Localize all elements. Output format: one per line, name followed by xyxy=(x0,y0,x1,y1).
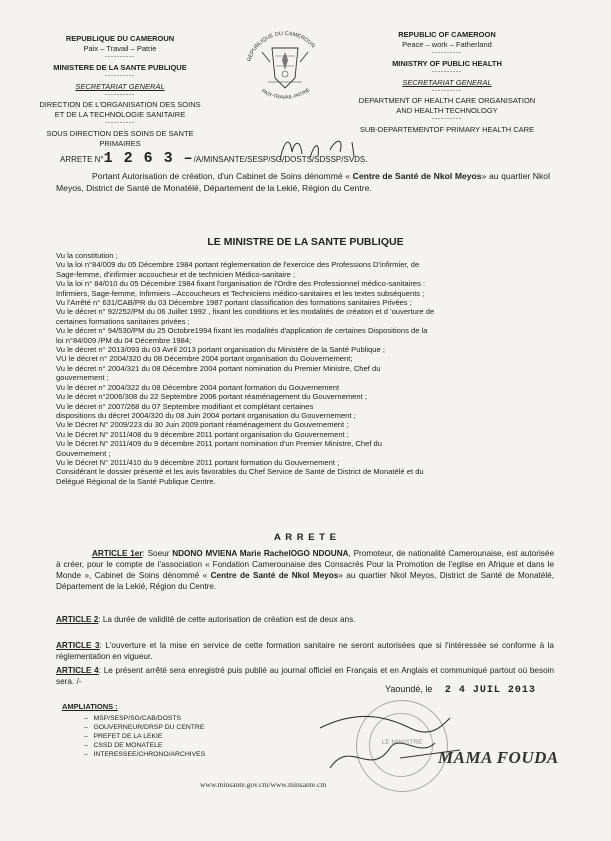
place-date xyxy=(385,684,536,696)
right-sub-department: SUB-DEPARTEMENTOF PRIMARY HEALTH CARE xyxy=(359,125,535,134)
ampliations-title: AMPLIATIONS : xyxy=(62,702,118,711)
header-right: REPUBLIC OF CAMEROON Peace – work – Fatherland ---------- MINISTRY OF PUBLIC HEALTH ---------- SECRETARIAT GENERAL ---------- DEPARTMENT OF HEALTH CARE ORGANISATION AND HEALTH TECHNOLOGY ---------- SUB-DEPARTEMENTOF PRIMARY HEALTH CARE xyxy=(352,30,542,135)
left-sub-direction: SOUS DIRECTION DES SOINS DE SANTE PRIMAIRES xyxy=(46,129,194,148)
left-direction: DIRECTION DE L'ORGANISATION DES SOINS ET DE LA TECHNOLOGIE SANITAIRE xyxy=(39,100,201,119)
article-2-label: ARTICLE 2 xyxy=(56,615,99,624)
consideration-line: Vu le décret n°2006/308 du 22 Septembre 2006 portant réaménagement du Gouvernement ; xyxy=(56,392,367,402)
subject-paragraph xyxy=(56,170,550,194)
article-3-text: : L'ouverture et la mise en service de cette formation sanitaire ne seront autorisées que si l'intéressée se conforme à la réglementation en vigueur. xyxy=(56,641,554,661)
seal-bottom-text: PAIX-TRAVAIL-PATRIE xyxy=(260,87,312,101)
consideration-line: Sage-femme, d'infirmier accoucheur et de technicien Médico-sanitaire ; xyxy=(56,269,296,279)
signature-place: Yaoundé, le xyxy=(385,684,433,694)
left-secretariat: SECRETARIAT GENERAL xyxy=(75,82,165,91)
seal-ring-text: REPUBLIQUE DU CAMEROUN xyxy=(246,30,316,63)
left-ministry: MINISTERE DE LA SANTE PUBLIQUE xyxy=(53,63,187,72)
svg-text:REPUBLIQUE DU CAMEROUN xyxy=(247,31,316,62)
right-ministry: MINISTRY OF PUBLIC HEALTH xyxy=(392,59,502,68)
ampliation-item: – INTERESSEE/CHRONO/ARCHIVES xyxy=(84,751,206,758)
article-3-label: ARTICLE 3 xyxy=(56,641,100,650)
consideration-line: Vu le décret n° 2013/093 du 03 Avril 2013 portant organisation du Ministère de la Santé Publique ; xyxy=(56,345,385,355)
consideration-line: Vu le décret n° 2004/322 du 08 Décembre 2004 portant formation du Gouvernement xyxy=(56,382,340,392)
svg-text:PAIX-TRAVAIL-PATRIE xyxy=(260,87,312,101)
consideration-line: Vu le Décret N° 2011/410 du 9 décembre 2011 portant formation du Gouvernement ; xyxy=(56,457,340,467)
article-2-text: : La durée de validité de cette autorisation de création est de deux ans. xyxy=(98,615,356,624)
article-1-end: » au quartier Nkol Meyos, District de Santé de Monatélé, Département de la Lekié, Région du Centre. xyxy=(56,571,554,591)
consideration-line: Vu le Décret N° 2011/409 du 9 décembre 2011 portant nomination d'un Premier Ministre, Chef du xyxy=(56,439,382,449)
consideration-line: Vu le décret n° 94/530/PM du 25 Octobre1994 fixant les modalités d'application de certaines Dispositions de la xyxy=(56,326,428,336)
consideration-line: Infirmiers, Sage-femme, Infirmiers –Accoucheurs et Techniciens médico-sanitaires et les textes subséquents ; xyxy=(56,288,425,298)
arrete-suffix: /A/MINSANTE/SESP/SG/DOSTS/SDSSP/SVDS. xyxy=(193,155,368,164)
seal-icon xyxy=(232,22,338,108)
article-1-label: ARTICLE 1er xyxy=(92,549,143,558)
stamp-text: LE MINISTRE xyxy=(381,739,423,746)
right-secretariat: SECRETARIAT GENERAL xyxy=(402,78,492,87)
arrete-heading: A R R E T E xyxy=(274,532,337,543)
consideration-line: VU le décret n° 2004/320 du 08 Décembre 2004 portant organisation du Gouvernement; xyxy=(56,354,353,364)
coat-of-arms-seal xyxy=(232,22,338,108)
article-1-name: NDONO MVIENA Marie RachelOGO NDOUNA xyxy=(172,549,349,558)
article-4-text: : Le présent arrêté sera enregistré puis publié au journal officiel en Français et en Anglais et communiqué partout où besoin sera. /- xyxy=(56,666,554,686)
consideration-line: Délégué Régional de la Santé Publique Centre. xyxy=(56,476,216,486)
right-department: DEPARTMENT OF HEALTH CARE ORGANISATION AND HEALTH TECHNOLOGY xyxy=(358,96,536,115)
considerations-list xyxy=(56,251,556,486)
right-motto: Peace – work – Fatherland xyxy=(402,40,492,49)
signature-scribble-icon xyxy=(300,698,480,788)
article-1 xyxy=(56,548,554,592)
consideration-line: Vu le décret n° 2004/321 du 08 Décembre 2004 portant nomination du Premier Ministre, Chef du xyxy=(56,363,381,373)
minister-title: LE MINISTRE DE LA SANTE PUBLIQUE xyxy=(207,236,404,248)
ampliation-item: – GOUVERNEUR/DRSP DU CENTRE xyxy=(84,724,205,731)
ampliation-item: – PREFET DE LA LEKIE xyxy=(84,733,163,740)
article-1-text: , Promoteur, de nationalité Camerounaise, est autorisée à créer, pour le compte de l'association « Fondation Camerounaise des Consacrés Pour la Promotion de l'eglise en Afrique et dans le Monde », Cabinet de Soins dénommé « xyxy=(56,549,555,580)
minister-name: MAMA FOUDA xyxy=(438,748,559,767)
handwritten-initials-icon xyxy=(270,132,370,162)
consideration-line: Vu le Décret N° 2011/408 du 9 décembre 2011 portant organisation du Gouvernement ; xyxy=(56,429,349,439)
consideration-line: Vu la loi n° 84/010 du 05 Décembre 1984 fixant l'organisation de l'Ordre des Professionnel médico-sanitaires : xyxy=(56,279,426,289)
article-1-lead: : Soeur xyxy=(142,549,173,558)
consideration-line: Gouvernement ; xyxy=(56,448,111,458)
header-left: REPUBLIQUE DU CAMEROUN Paix – Travail – Patrie ---------- MINISTERE DE LA SANTE PUBLIQUE ---------- SECRETARIAT GENERAL ---------- DIRECTION DE L'ORGANISATION DES SOINS ET DE LA TECHNOLOGIE SANITAIRE ---------- SOUS DIRECTION DES SOINS DE SANTE PRIMAIRES xyxy=(35,34,205,149)
consideration-line: Vu l'Arrêté n° 631/CAB/PR du 03 Décembre 1987 portant classification des formations sanitaires Privées ; xyxy=(56,298,412,308)
consideration-line: loi n°84/009 /PM du 04 Décembre 1984; xyxy=(56,335,192,345)
ampliation-item: – CSSD DE MONATELE xyxy=(84,742,163,749)
ampliations-block xyxy=(62,702,262,759)
left-motto: Paix – Travail – Patrie xyxy=(83,44,157,53)
article-2 xyxy=(56,614,554,625)
consideration-line: Vu le décret n° 2007/268 du 07 Septembre modifiant et complétant certaines xyxy=(56,401,314,411)
consideration-line: certaines formations sanitaires privées ; xyxy=(56,316,190,326)
arrete-number: 1 2 6 3 – xyxy=(103,150,194,167)
subject-bold-name: Centre de Santé de Nkol Meyos xyxy=(352,171,482,181)
consideration-line: gouvernement ; xyxy=(56,373,109,383)
article-3 xyxy=(56,640,554,662)
subject-text-2: » au quartier Nkol Meyos, District de Santé de Monatélé, Département de la Lekié, Région du Centre. xyxy=(56,171,550,193)
ampliation-item: – MSP/SESP/SG/CAB/DOSTS xyxy=(84,715,182,722)
left-country: REPUBLIQUE DU CAMEROUN xyxy=(65,34,175,43)
consideration-line: Vu le Décret N° 2009/223 du 30 Juin 2009 portant réaménagement du Gouvernement ; xyxy=(56,420,349,430)
consideration-line: dispositions du décret 2004/320 du 08 Juin 2004 portant organisation du Gouvernement ; xyxy=(56,410,356,420)
footer-url: www.minsante.gov.cm/www.minsante.cm xyxy=(200,780,327,789)
consideration-line: Considérant le dossier présenté et les avis favorables du Chef Service de Santé de District de Monatélé et du xyxy=(56,467,424,477)
article-4-label: ARTICLE 4 xyxy=(56,666,99,675)
signature-date-stamp: 2 4 JUIL 2013 xyxy=(444,685,536,696)
article-1-center-name: Centre de Santé de Nkol Meyos xyxy=(210,571,339,580)
consideration-line: Vu la constitution ; xyxy=(56,251,118,260)
right-country: REPUBLIC OF CAMEROON xyxy=(398,30,496,39)
arrete-prefix: ARRETE N° xyxy=(60,155,104,164)
consideration-line: Vu le décret n° 92/252/PM du 06 Juillet 1992 , fixant les conditions et les modalités de création et d 'ouverture de xyxy=(56,307,435,317)
subject-text-1: Portant Autorisation de création, d'un Cabinet de Soins dénommé « xyxy=(92,171,353,181)
consideration-line: Vu la loi n°84/009 du 05 Décembre 1984 portant réglementation de l'exercice des Professions D'infirmier, de xyxy=(56,260,420,270)
